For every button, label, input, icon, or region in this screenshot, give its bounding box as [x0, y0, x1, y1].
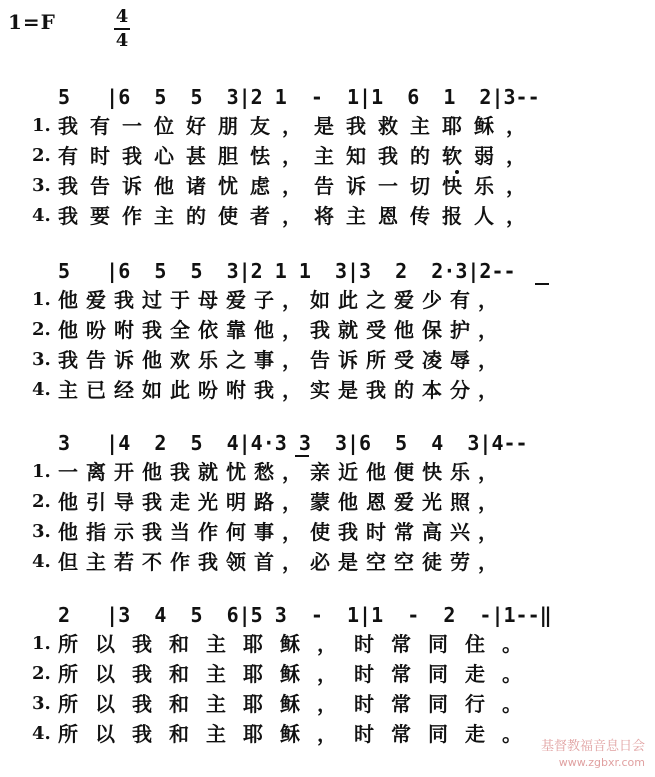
verse-2: 2. 他吩咐我全依靠他，我就受他保护，	[32, 318, 506, 342]
verse-text: 他指示我当作何事，使我时常高兴，	[58, 520, 506, 544]
verse-text: 他引导我走光明路，蒙他恩爱光照，	[58, 490, 506, 514]
verse-text: 我告诉他欢乐之事，告诉所受凌辱，	[58, 348, 506, 372]
time-top: 4	[115, 6, 129, 27]
notes-line: 2 |3 4 5 6|5 3 - 1|1 - 2 -|1--‖	[58, 603, 552, 627]
verse-3: 3. 我告诉他欢乐之事，告诉所受凌辱，	[32, 348, 506, 372]
verse-4: 4. 主已经如此吩咐我，实是我的本分，	[32, 378, 506, 402]
verse-text: 我告诉他诸忧虑，告诉一切快乐，	[58, 174, 538, 198]
notes-line: 5 |6 5 5 3|2 1 1 3|3 2 2·3|2--	[58, 259, 516, 283]
verse-1: 1. 他爱我过于母爱子，如此之爱少有，	[32, 288, 506, 312]
verse-text: 所以我和主耶稣，时常同住。	[58, 632, 539, 656]
watermark-line2: www.zgbxr.com	[558, 756, 645, 769]
verse-3: 3. 所以我和主耶稣，时常同行。	[32, 692, 539, 716]
verse-4: 4. 我要作主的使者，将主恩传报人，	[32, 204, 538, 228]
verse-text: 但主若不作我领首，必是空空徒劳，	[58, 550, 506, 574]
verse-1: 1. 所以我和主耶稣，时常同住。	[32, 632, 539, 656]
time-signature	[112, 6, 132, 52]
verse-text: 一离开他我就忧愁，亲近他便快乐，	[58, 460, 506, 484]
verse-text: 他爱我过于母爱子，如此之爱少有，	[58, 288, 506, 312]
verse-3: 3. 我告诉他诸忧虑，告诉一切快乐，	[32, 174, 538, 198]
underline-mark	[535, 283, 549, 285]
notes-line: 5 |6 5 5 3|2 1 - 1|1 6 1 2|3--	[58, 85, 540, 109]
verse-text: 我要作主的使者，将主恩传报人，	[58, 204, 538, 228]
verse-3: 3. 他指示我当作何事，使我时常高兴，	[32, 520, 506, 544]
verse-4: 4. 所以我和主耶稣，时常同走。	[32, 722, 539, 746]
verse-1: 1. 一离开他我就忧愁，亲近他便快乐，	[32, 460, 506, 484]
time-bottom: 4	[115, 30, 129, 51]
verse-text: 有时我心甚胆怯，主知我的软弱，	[58, 144, 538, 168]
verse-text: 他吩咐我全依靠他，我就受他保护，	[58, 318, 506, 342]
key-signature: 1=F	[8, 10, 56, 34]
verse-1: 1. 我有一位好朋友，是我救主耶稣，	[32, 114, 538, 138]
notes-line: 3 |4 2 5 4|4·3 3 3|6 5 4 3|4--	[58, 431, 528, 455]
verse-2: 2. 他引导我走光明路，蒙他恩爱光照，	[32, 490, 506, 514]
verse-4: 4. 但主若不作我领首，必是空空徒劳，	[32, 550, 506, 574]
verse-text: 主已经如此吩咐我，实是我的本分，	[58, 378, 506, 402]
verse-text: 我有一位好朋友，是我救主耶稣，	[58, 114, 538, 138]
verse-text: 所以我和主耶稣，时常同走。	[58, 662, 539, 686]
verse-text: 所以我和主耶稣，时常同走。	[58, 722, 539, 746]
watermark-line1: 基督教福音息日会	[540, 739, 645, 754]
verse-2: 2. 所以我和主耶稣，时常同走。	[32, 662, 539, 686]
watermark	[541, 739, 645, 771]
verse-2: 2. 有时我心甚胆怯，主知我的软弱，	[32, 144, 538, 168]
verse-text: 所以我和主耶稣，时常同行。	[58, 692, 539, 716]
underline-mark	[295, 455, 309, 457]
